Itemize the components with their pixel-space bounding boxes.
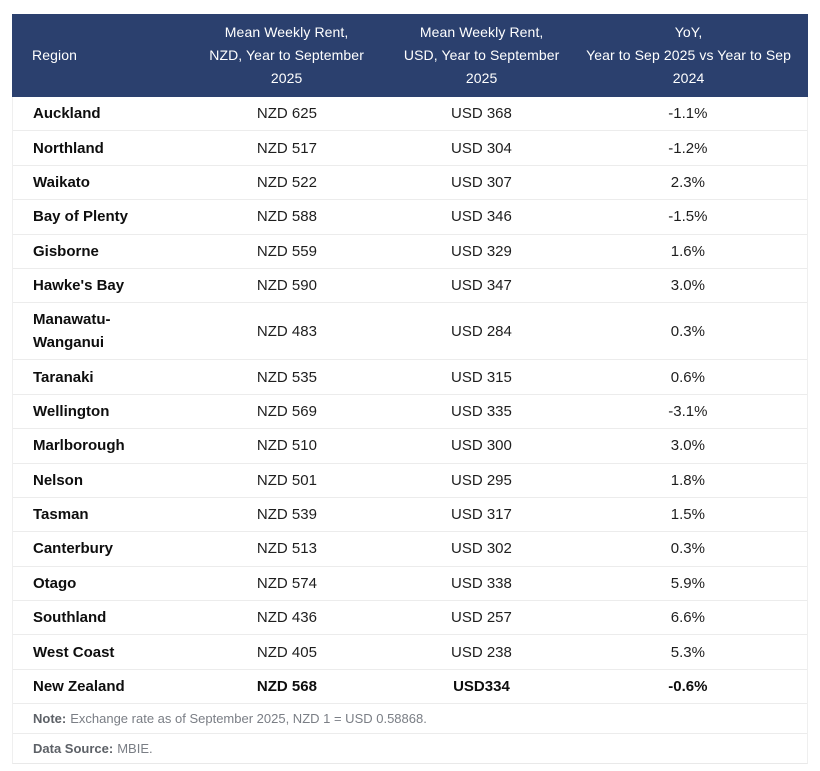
rent-table (12, 14, 808, 764)
header-line: Mean Weekly Rent, (224, 24, 349, 40)
usd-value-cell: USD 295 (451, 471, 512, 489)
yoy-value-cell: 6.6% (670, 609, 705, 627)
note-row (13, 704, 807, 734)
region-cell: Manawatu-Wanganui (33, 311, 111, 352)
nzd-value-cell: NZD 522 (256, 173, 317, 191)
header-line: 2025 (465, 70, 498, 86)
region-cell: Bay of Plenty (33, 208, 129, 226)
nzd-value-cell: NZD 590 (256, 277, 317, 295)
yoy-value-cell: -1.2% (668, 139, 708, 157)
nzd-value-cell: NZD 539 (256, 506, 317, 524)
usd-value-cell: USD 238 (451, 643, 512, 661)
region-cell: Waikato (33, 173, 90, 191)
yoy-value-cell: 3.0% (670, 277, 705, 295)
yoy-value-cell: 2.3% (670, 173, 705, 191)
yoy-value-cell: 5.9% (670, 574, 705, 592)
usd-value-cell: USD 307 (451, 173, 512, 191)
usd-value-cell: USD 338 (451, 574, 512, 592)
usd-value-cell: USD 317 (451, 506, 512, 524)
yoy-value-cell: -1.1% (668, 105, 708, 123)
nzd-value-cell: NZD 559 (256, 242, 317, 260)
region-cell: Auckland (33, 105, 101, 123)
nzd-value-cell: NZD 568 (256, 678, 317, 696)
header-region: Region (32, 47, 77, 63)
rows-container (13, 97, 807, 704)
region-cell: Tasman (33, 506, 89, 524)
source-row (13, 734, 807, 763)
region-cell: Taranaki (33, 368, 94, 386)
usd-value-cell: USD 304 (451, 139, 512, 157)
table-row (13, 429, 807, 463)
usd-value-cell: USD 315 (451, 368, 512, 386)
nzd-value-cell: NZD 513 (256, 540, 317, 558)
yoy-value-cell: 0.3% (670, 322, 705, 340)
usd-value-cell: USD 329 (451, 242, 512, 260)
table-row (13, 464, 807, 498)
table-row (13, 601, 807, 635)
header-line: Mean Weekly Rent, (419, 24, 544, 40)
region-cell: West Coast (33, 643, 115, 661)
table-row (13, 395, 807, 429)
table-row (13, 269, 807, 303)
nzd-value-cell: NZD 569 (256, 402, 317, 420)
yoy-value-cell: 1.5% (670, 506, 705, 524)
region-cell: Marlborough (33, 437, 125, 455)
yoy-value-cell: 1.8% (670, 471, 705, 489)
table-header (12, 14, 808, 97)
region-cell: New Zealand (33, 678, 125, 696)
nzd-value-cell: NZD 501 (256, 471, 317, 489)
nzd-value-cell: NZD 483 (256, 322, 317, 340)
source-label: Data Source: (33, 741, 114, 757)
yoy-value-cell: 3.0% (670, 437, 705, 455)
usd-value-cell: USD 284 (451, 322, 512, 340)
table-row (13, 235, 807, 269)
usd-value-cell: USD 302 (451, 540, 512, 558)
usd-value-cell: USD 368 (451, 105, 512, 123)
table-row (13, 131, 807, 165)
header-line: YoY, (674, 24, 703, 40)
nzd-value-cell: NZD 588 (256, 208, 317, 226)
usd-value-cell: USD 257 (451, 609, 512, 627)
table-row (13, 532, 807, 566)
table-row (13, 567, 807, 601)
header-line: USD, Year to September (403, 47, 560, 63)
header-line: 2024 (672, 70, 705, 86)
yoy-value-cell: -0.6% (668, 678, 708, 696)
table-row (13, 360, 807, 394)
table-row (13, 200, 807, 234)
nzd-value-cell: NZD 625 (256, 105, 317, 123)
region-cell: Otago (33, 574, 77, 592)
usd-value-cell: USD 347 (451, 277, 512, 295)
source-text: MBIE. (117, 741, 153, 757)
table-row (13, 670, 807, 704)
header-yoy (569, 21, 808, 90)
nzd-value-cell: NZD 535 (256, 368, 317, 386)
yoy-value-cell: -1.5% (668, 208, 708, 226)
header-usd-rent (394, 21, 569, 90)
table-row (13, 97, 807, 131)
usd-value-cell: USD 335 (451, 402, 512, 420)
yoy-value-cell: 5.3% (670, 643, 705, 661)
nzd-value-cell: NZD 436 (256, 609, 317, 627)
yoy-value-cell: -3.1% (668, 402, 708, 420)
header-line: NZD, Year to September (209, 47, 364, 63)
region-cell: Southland (33, 609, 107, 627)
table-row (13, 166, 807, 200)
region-cell: Canterbury (33, 540, 114, 558)
yoy-value-cell: 0.6% (670, 368, 705, 386)
header-nzd-rent (179, 21, 394, 90)
usd-value-cell: USD334 (453, 678, 510, 696)
nzd-value-cell: NZD 510 (256, 437, 317, 455)
usd-value-cell: USD 300 (451, 437, 512, 455)
table-row (13, 498, 807, 532)
table-row (13, 635, 807, 669)
region-cell: Wellington (33, 402, 110, 420)
header-line: Year to Sep 2025 vs Year to Sep (586, 47, 792, 63)
yoy-value-cell: 1.6% (670, 242, 705, 260)
nzd-value-cell: NZD 574 (256, 574, 317, 592)
header-line: 2025 (270, 70, 303, 86)
usd-value-cell: USD 346 (451, 208, 512, 226)
note-label: Note: (33, 711, 67, 727)
region-cell: Gisborne (33, 242, 99, 260)
region-cell: Nelson (33, 471, 84, 489)
nzd-value-cell: NZD 517 (256, 139, 317, 157)
nzd-value-cell: NZD 405 (256, 643, 317, 661)
region-cell: Hawke's Bay (33, 277, 125, 295)
region-cell: Northland (33, 139, 104, 157)
table-body (12, 97, 808, 764)
table-row (13, 303, 807, 360)
yoy-value-cell: 0.3% (670, 540, 705, 558)
note-text: Exchange rate as of September 2025, NZD 1 = USD 0.58868. (70, 711, 427, 727)
